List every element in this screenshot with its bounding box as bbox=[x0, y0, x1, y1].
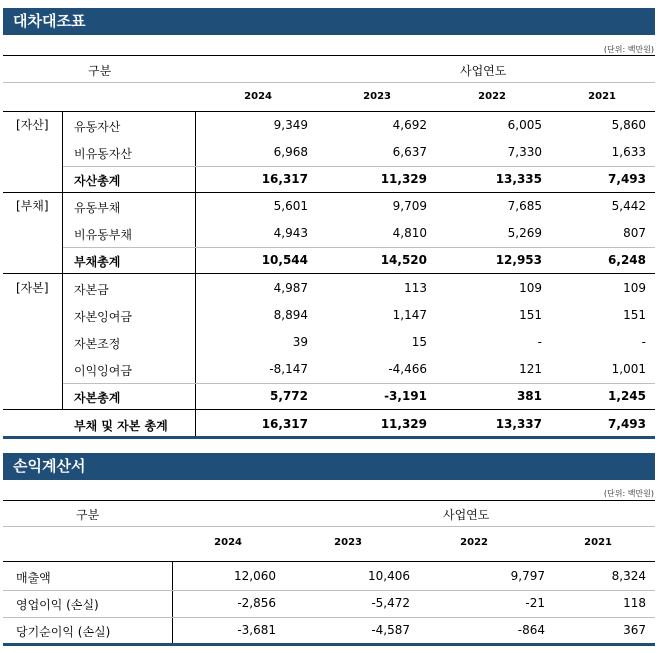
row-value: 11,329 bbox=[380, 417, 427, 431]
row-value: -3,191 bbox=[384, 389, 427, 403]
row-value: 8,324 bbox=[611, 569, 646, 583]
row-value: 8,894 bbox=[273, 308, 308, 322]
row-name: 자본조정 bbox=[74, 337, 121, 351]
row-value: 10,544 bbox=[261, 253, 308, 267]
row-value: 10,406 bbox=[368, 569, 410, 583]
row-value: 5,442 bbox=[611, 199, 646, 213]
row-value: 113 bbox=[404, 281, 427, 295]
income-row-name: 당기순이익 (손실) bbox=[16, 625, 111, 639]
row-value: 9,349 bbox=[273, 118, 308, 132]
row-value: 1,147 bbox=[392, 308, 427, 322]
row-value: -21 bbox=[525, 596, 545, 610]
income-year-2021: 2021 bbox=[584, 537, 612, 548]
row-value: 16,317 bbox=[261, 417, 308, 431]
row-value: 5,860 bbox=[611, 118, 646, 132]
row-value: 11,329 bbox=[380, 172, 427, 186]
row-value: - bbox=[537, 335, 542, 349]
row-value: -864 bbox=[517, 623, 545, 637]
row-name: 유동자산 bbox=[74, 120, 121, 134]
row-value: 151 bbox=[519, 308, 542, 322]
divider bbox=[3, 500, 655, 501]
row-value: 5,772 bbox=[270, 389, 308, 403]
group-label-liabilities: [부채] bbox=[16, 199, 49, 213]
grand-total-name: 부채 및 자본 총계 bbox=[74, 419, 168, 433]
income-header-gubun: 구분 bbox=[76, 508, 100, 522]
row-name: 이익잉여금 bbox=[74, 364, 132, 378]
group-label-equity: [자본] bbox=[16, 281, 49, 295]
row-value: -4,466 bbox=[388, 362, 427, 376]
row-value: -8,147 bbox=[269, 362, 308, 376]
row-value: 7,493 bbox=[608, 172, 646, 186]
row-value: 151 bbox=[623, 308, 646, 322]
row-name: 비유동자산 bbox=[74, 147, 132, 161]
row-value: 14,520 bbox=[380, 253, 427, 267]
divider bbox=[3, 82, 655, 83]
group-label-assets: [자산] bbox=[16, 118, 49, 132]
income-year-2023: 2023 bbox=[334, 537, 362, 548]
income-unit-note: (단위: 백만원) bbox=[603, 489, 654, 498]
divider bbox=[3, 561, 655, 562]
row-value: 1,245 bbox=[608, 389, 646, 403]
row-value: 7,685 bbox=[507, 199, 542, 213]
row-value: 9,709 bbox=[392, 199, 427, 213]
balance-unit-note: (단위: 백만원) bbox=[603, 45, 654, 54]
divider bbox=[3, 643, 655, 646]
row-value: 7,493 bbox=[608, 417, 646, 431]
row-value: -2,856 bbox=[237, 596, 276, 610]
income-row-name: 매출액 bbox=[16, 571, 51, 585]
row-value: 118 bbox=[623, 596, 646, 610]
divider bbox=[62, 112, 63, 410]
row-value: 109 bbox=[623, 281, 646, 295]
row-value: 381 bbox=[516, 389, 542, 403]
row-value: -5,472 bbox=[371, 596, 410, 610]
divider bbox=[63, 166, 655, 167]
divider bbox=[3, 590, 655, 591]
row-value: 13,337 bbox=[495, 417, 542, 431]
row-name: 비유동부채 bbox=[74, 228, 132, 242]
row-value: 4,810 bbox=[392, 226, 427, 240]
row-value: 4,692 bbox=[392, 118, 427, 132]
income-year-2022: 2022 bbox=[460, 537, 488, 548]
balance-year-2022: 2022 bbox=[478, 91, 506, 102]
row-value: 6,005 bbox=[507, 118, 542, 132]
row-name-total: 자산총계 bbox=[74, 174, 121, 188]
row-value: 16,317 bbox=[261, 172, 308, 186]
row-value: 109 bbox=[519, 281, 542, 295]
row-value: 5,601 bbox=[273, 199, 308, 213]
divider bbox=[3, 192, 655, 193]
row-value: 807 bbox=[623, 226, 646, 240]
row-value: 1,633 bbox=[611, 145, 646, 159]
balance-year-2024: 2024 bbox=[244, 91, 272, 102]
divider bbox=[3, 526, 655, 527]
divider bbox=[195, 112, 196, 437]
row-value: 39 bbox=[292, 335, 308, 349]
balance-year-2021: 2021 bbox=[588, 91, 616, 102]
income-year-2024: 2024 bbox=[214, 537, 242, 548]
divider bbox=[172, 562, 173, 644]
divider bbox=[3, 436, 655, 439]
row-value: 1,001 bbox=[611, 362, 646, 376]
row-value: 12,953 bbox=[495, 253, 542, 267]
divider bbox=[3, 273, 655, 274]
row-value: 7,330 bbox=[507, 145, 542, 159]
divider bbox=[3, 617, 655, 618]
divider bbox=[63, 383, 655, 384]
row-value: 6,968 bbox=[273, 145, 308, 159]
row-name: 자본잉여금 bbox=[74, 310, 132, 324]
divider bbox=[63, 247, 655, 248]
row-value: 6,248 bbox=[608, 253, 646, 267]
income-row-name: 영업이익 (손실) bbox=[16, 598, 99, 612]
income-statement-title: 손익계산서 bbox=[3, 453, 655, 480]
balance-header-years: 사업연도 bbox=[460, 64, 507, 78]
balance-header-gubun: 구분 bbox=[88, 64, 112, 78]
divider bbox=[3, 409, 655, 410]
row-name: 자본금 bbox=[74, 283, 109, 297]
row-value: -4,587 bbox=[371, 623, 410, 637]
row-value: 121 bbox=[519, 362, 542, 376]
row-value: 5,269 bbox=[507, 226, 542, 240]
row-name-total: 자본총계 bbox=[74, 391, 121, 405]
divider bbox=[3, 111, 655, 112]
row-value: -3,681 bbox=[237, 623, 276, 637]
balance-year-2023: 2023 bbox=[363, 91, 391, 102]
income-header-years: 사업연도 bbox=[443, 508, 490, 522]
row-value: 12,060 bbox=[234, 569, 276, 583]
divider bbox=[3, 55, 655, 56]
row-value: 15 bbox=[411, 335, 427, 349]
row-value: 4,943 bbox=[273, 226, 308, 240]
row-value: 367 bbox=[623, 623, 646, 637]
row-value: - bbox=[641, 335, 646, 349]
row-name-total: 부채총계 bbox=[74, 255, 121, 269]
row-value: 6,637 bbox=[392, 145, 427, 159]
row-value: 4,987 bbox=[273, 281, 308, 295]
row-value: 13,335 bbox=[495, 172, 542, 186]
row-name: 유동부채 bbox=[74, 201, 121, 215]
row-value: 9,797 bbox=[510, 569, 545, 583]
balance-sheet-title: 대차대조표 bbox=[3, 8, 655, 35]
